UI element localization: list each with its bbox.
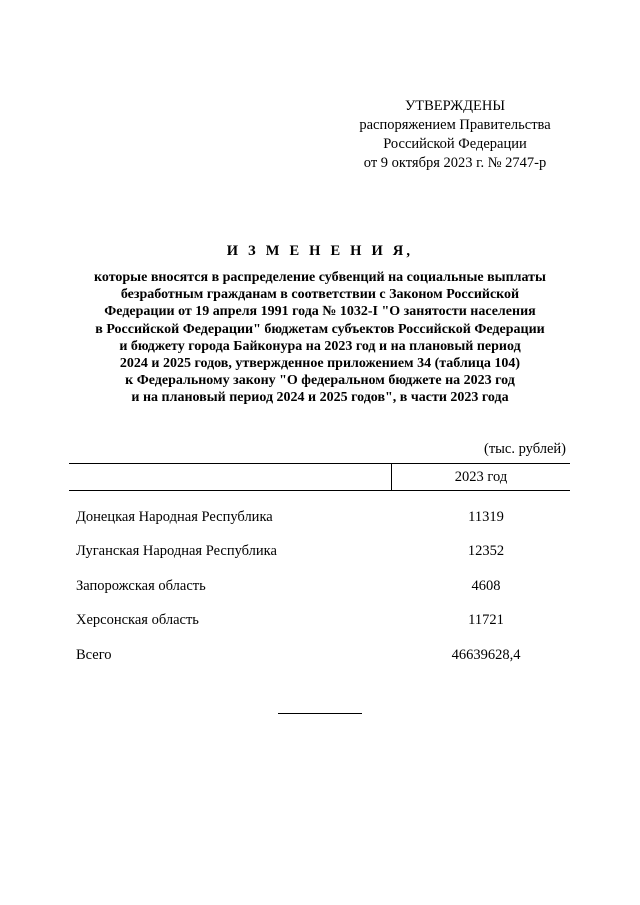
subtitle-line: к Федеральному закону "О федеральном бюджете на 2023 год: [125, 373, 515, 389]
row-total-label: Всего: [76, 647, 112, 663]
row-total-value: 46639628,4: [451, 647, 521, 663]
row-value: 11319: [468, 509, 504, 525]
table-row: [76, 610, 570, 630]
document-heading: И З М Е Н Е Н И Я,: [226, 243, 414, 259]
table-row: [76, 541, 570, 561]
unit-note: (тыс. рублей): [484, 441, 566, 457]
approval-title: УТВЕРЖДЕНЫ: [404, 98, 506, 114]
row-region-name: Донецкая Народная Республика: [76, 509, 273, 525]
row-value: 4608: [471, 578, 501, 594]
table-row: [76, 576, 570, 596]
end-separator-line: [278, 713, 362, 714]
subtitle-line: в Российской Федерации" бюджетам субъектов Российской Федерации: [95, 321, 545, 337]
approval-line-order: распоряжением Правительства: [359, 117, 551, 133]
row-region-name: Запорожская область: [76, 578, 206, 594]
table-row: [76, 507, 570, 527]
approval-block: [340, 97, 570, 173]
table-header: [69, 463, 570, 491]
column-header-year: 2023 год: [454, 469, 508, 485]
subtitle-line: которые вносятся в распределение субвенций на социальные выплаты: [94, 270, 546, 285]
subtitle-line: Федерации от 19 апреля 1991 года № 1032-I "О занятости населения: [104, 304, 536, 320]
table-row-total: [76, 645, 570, 665]
document-subtitle: [40, 269, 600, 407]
row-region-name: Херсонская область: [76, 612, 199, 628]
subtitle-line: 2024 и 2025 годов, утвержденное приложением 34 (таблица 104): [119, 356, 521, 372]
approval-line-government: Российской Федерации: [383, 136, 527, 152]
row-region-name: Луганская Народная Республика: [76, 543, 277, 559]
row-value: 12352: [467, 543, 505, 559]
subtitle-line: и на плановый период 2024 и 2025 годов", в части 2023 года: [131, 390, 509, 406]
row-value: 11721: [468, 612, 504, 628]
approval-line-date: от 9 октября 2023 г. № 2747-р: [363, 155, 547, 171]
subtitle-line: и бюджету города Байконура на 2023 год и на плановый период: [119, 338, 521, 354]
subtitle-line: безработным гражданам в соответствии с Законом Российской: [120, 287, 520, 303]
